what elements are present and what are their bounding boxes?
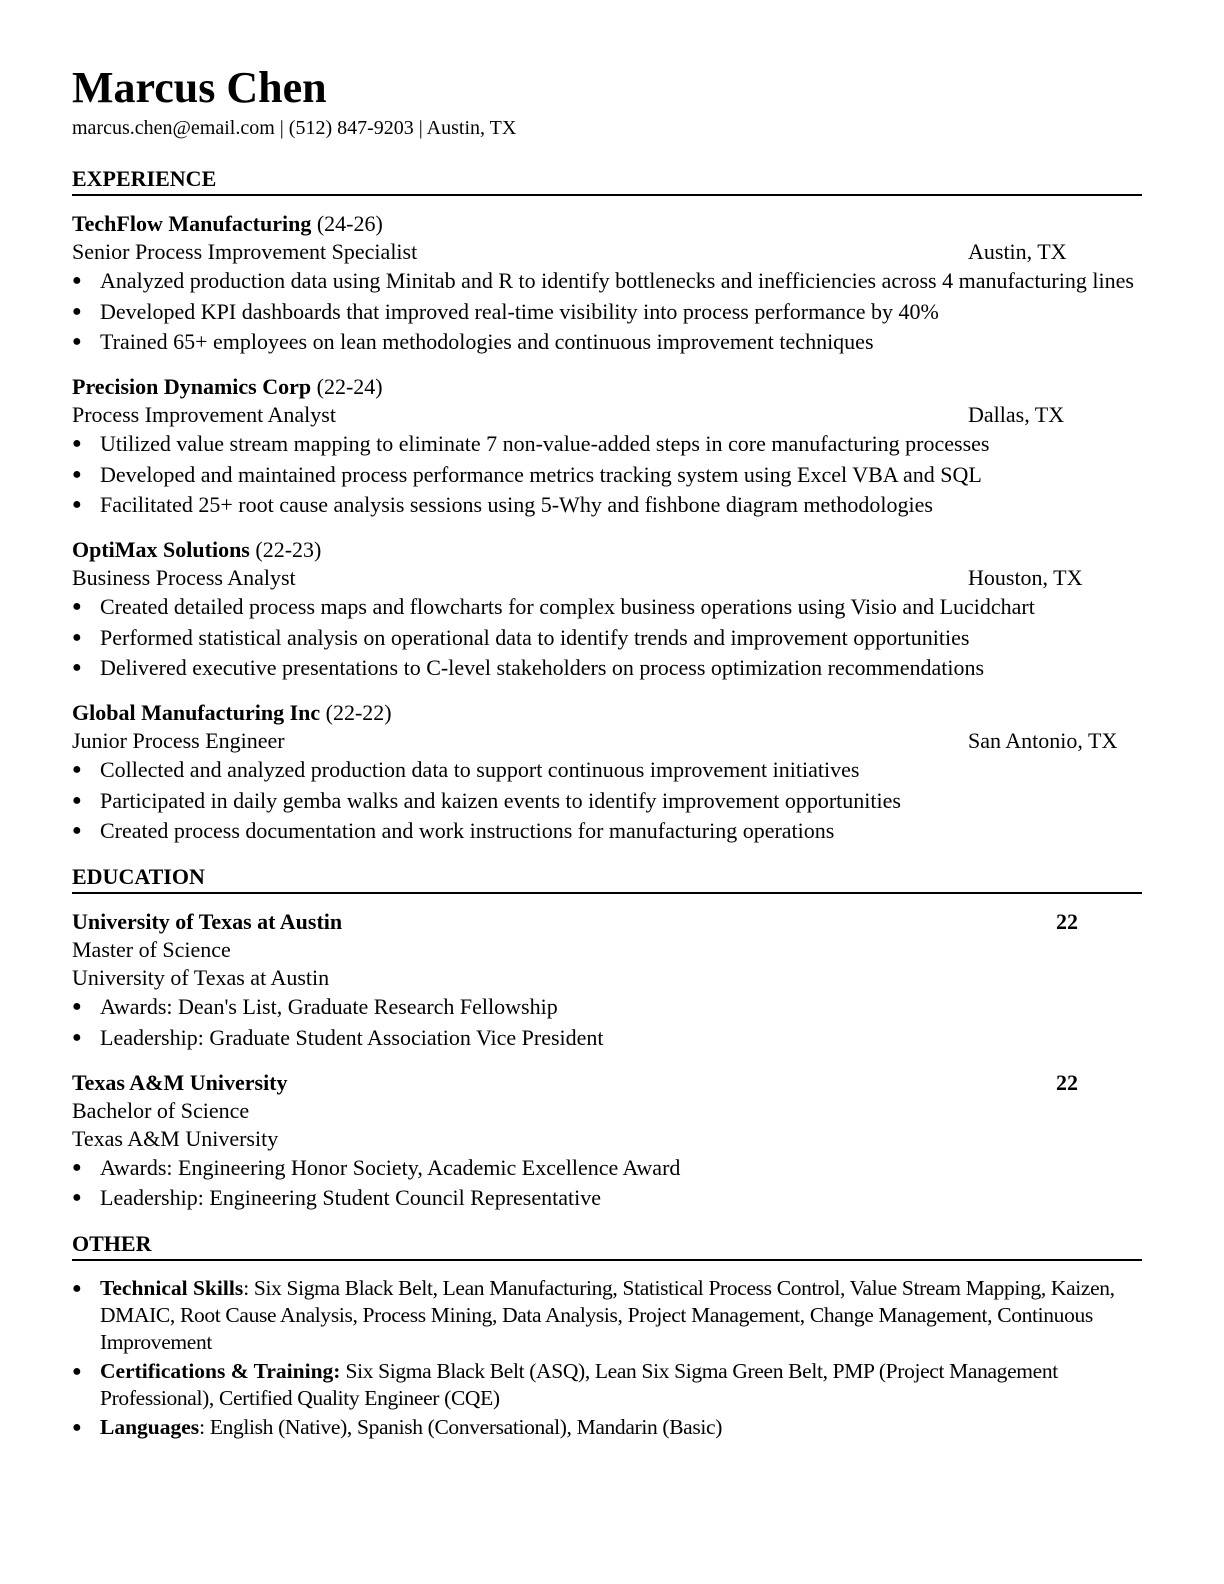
bullet-icon: ● [72,628,82,646]
bullet-item [72,460,1142,489]
school-row [72,908,1142,936]
school-name: University of Texas at Austin [72,909,343,934]
other-section [72,1229,1142,1441]
bullet-list [72,1153,1142,1213]
skills-label: Technical Skills [100,1276,244,1300]
role-title: Junior Process Engineer [72,728,285,753]
bullet-text: Participated in daily gemba walks and kaizen events to identify improvement opportunities [100,787,901,813]
bullet-icon: ● [72,1419,82,1436]
certifications-text: Six Sigma Black Belt (ASQ), Lean Six Sigma Green Belt, PMP (Project Management Professional), Certified Quality Engineer (CQE) [100,1359,1058,1410]
bullet-list [72,429,1142,519]
bullet-icon: ● [72,1280,82,1297]
bullet-icon: ● [72,302,82,320]
bullet-icon: ● [72,761,82,778]
bullet-item [72,429,1142,458]
bullet-icon: ● [72,272,82,289]
bullet-icon: ● [72,1363,82,1380]
bullet-icon: ● [72,1189,82,1206]
school-name: Texas A&M University [72,1069,288,1095]
bullet-list [72,992,1142,1052]
institution: Texas A&M University [72,1125,279,1151]
company-name: OptiMax Solutions [72,537,250,562]
degree: Master of Science [72,937,231,962]
bullet-text: Performed statistical analysis on operational data to identify trends and improvement opportunities [100,624,970,650]
bullet-text: Leadership: Engineering Student Council Representative [100,1185,601,1210]
bullet-text: Created detailed process maps and flowcharts for complex business operations using Visio and Lucidchart [100,594,1035,619]
degree: Bachelor of Science [72,1097,250,1123]
role-title: Process Improvement Analyst [72,402,336,427]
education-entry [72,908,1142,1052]
experience-section [72,164,1142,845]
bullet-text: Developed KPI dashboards that improved real-time visibility into process performance by 40% [100,298,939,324]
certifications-label: Certifications & Training: [100,1359,341,1383]
bullet-item [72,653,1142,682]
bullet-text: Awards: Dean's List, Graduate Research Fellowship [100,994,558,1019]
bullet-item [72,592,1142,621]
entry-heading [72,536,1142,564]
school-row [72,1069,1142,1097]
entry-dates: (22-22) [325,700,392,725]
entry-dates: (24-26) [316,211,383,236]
experience-title: EXPERIENCE [72,164,1142,196]
bullet-item [72,266,1142,295]
experience-entry [72,699,1142,845]
bullet-icon: ● [72,1158,82,1176]
skills-separator: : [243,1276,249,1300]
bullet-item [72,786,1142,815]
bullet-item [72,623,1142,652]
role-location: Austin, TX [968,239,1067,264]
experience-entry [72,536,1142,682]
bullet-item [72,1153,1142,1182]
bullet-item [72,490,1142,519]
bullet-text: Analyzed production data using Minitab and R to identify bottlenecks and inefficiencies across 4 manufacturing lines [100,268,1134,293]
graduation-year: 22 [1056,1069,1078,1095]
bullet-item [72,816,1142,845]
company-name: Global Manufacturing Inc [72,700,321,725]
bullet-icon: ● [72,998,82,1015]
experience-entry [72,373,1142,519]
bullet-icon: ● [72,822,82,839]
certifications-item [72,1358,1142,1412]
experience-entry [72,210,1142,356]
bullet-text: Facilitated 25+ root cause analysis sessions using 5-Why and fishbone diagram methodologies [100,492,933,517]
graduation-year: 22 [1056,909,1078,934]
resume-page [72,62,1142,1443]
bullet-list [72,266,1142,356]
bullet-text: Awards: Engineering Honor Society, Academic Excellence Award [100,1154,681,1180]
bullet-text: Collected and analyzed production data to support continuous improvement initiatives [100,757,860,782]
skills-text: Six Sigma Black Belt, Lean Manufacturing, Statistical Process Control, Value Stream Mapping, Kaizen, DMAIC, Root Cause Analysis, Process Mining, Data Analysis, Project Management, Change Management, Continuous Improvement [100,1276,1115,1354]
bullet-text: Trained 65+ employees on lean methodologies and continuous improvement techniques [100,329,874,354]
bullet-icon: ● [72,496,82,513]
entry-dates: (22-23) [255,537,322,562]
bullet-text: Utilized value stream mapping to eliminate 7 non-value-added steps in core manufacturing processes [100,431,990,456]
education-entry [72,1069,1142,1213]
bullet-icon: ● [72,791,82,809]
bullet-item [72,1183,1142,1212]
bullet-text: Developed and maintained process performance metrics tracking system using Excel VBA and SQL [100,461,982,487]
bullet-icon: ● [72,435,82,452]
role-row [72,727,1142,755]
bullet-icon: ● [72,333,82,350]
other-title: OTHER [72,1229,1142,1261]
company-name: TechFlow Manufacturing [72,211,312,236]
bullet-list [72,755,1142,845]
bullet-item [72,297,1142,326]
contact-line: marcus.chen@email.com | (512) 847-9203 | Austin, TX [72,117,517,139]
role-title: Business Process Analyst [72,565,296,590]
role-title: Senior Process Improvement Specialist [72,239,418,264]
company-name: Precision Dynamics Corp [72,374,312,399]
languages-item [72,1414,1142,1441]
bullet-item [72,992,1142,1021]
bullet-text: Created process documentation and work instructions for manufacturing operations [100,818,835,843]
bullet-text: Delivered executive presentations to C-level stakeholders on process optimization recommendations [100,655,985,680]
bullet-icon: ● [72,598,82,615]
role-location: Houston, TX [968,565,1083,590]
role-row [72,238,1142,266]
education-title: EDUCATION [72,862,1142,894]
languages-separator: : [199,1415,205,1439]
education-section [72,862,1142,1212]
bullet-icon: ● [72,465,82,483]
bullet-item [72,755,1142,784]
role-location: San Antonio, TX [968,728,1118,753]
bullet-icon: ● [72,659,82,676]
skills-item [72,1275,1142,1356]
entry-heading [72,699,1142,727]
entry-heading [72,210,1142,238]
role-row [72,564,1142,592]
bullet-text: Leadership: Graduate Student Association Vice President [100,1024,604,1050]
bullet-list [72,592,1142,682]
bullet-item [72,1023,1142,1052]
bullet-item [72,327,1142,356]
entry-dates: (22-24) [316,374,383,399]
institution: University of Texas at Austin [72,965,330,990]
role-row [72,401,1142,429]
candidate-name: Marcus Chen [72,63,327,112]
role-location: Dallas, TX [968,402,1065,427]
languages-label: Languages [100,1415,200,1439]
other-list [72,1275,1142,1441]
entry-heading [72,373,1142,401]
languages-text: English (Native), Spanish (Conversational), Mandarin (Basic) [204,1415,723,1439]
bullet-icon: ● [72,1028,82,1046]
